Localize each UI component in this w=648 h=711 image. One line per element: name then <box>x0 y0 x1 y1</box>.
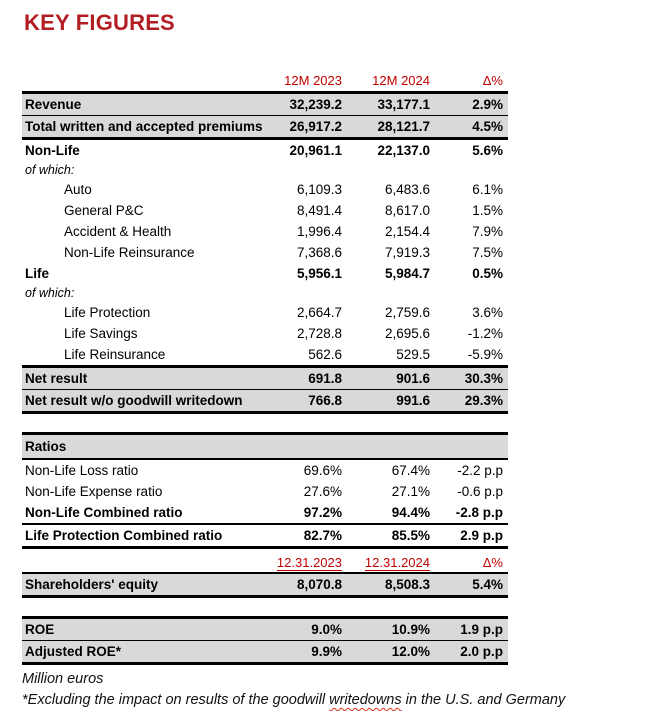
value-2023: 20,961.1 <box>289 143 342 158</box>
value-delta: 2.9% <box>472 97 503 112</box>
row-label: Revenue <box>25 97 82 112</box>
value-2024: 67.4% <box>391 463 430 478</box>
table-row-life-protection-combined-ratio <box>22 525 508 549</box>
row-label: Net result <box>25 371 88 386</box>
value-2024: 2,759.6 <box>384 305 430 320</box>
row-label: of which: <box>25 163 75 177</box>
value-delta: -2.8 p.p <box>455 505 503 520</box>
value-delta: -0.6 p.p <box>457 484 503 499</box>
value-2024: 8,508.3 <box>384 577 430 592</box>
footnote-goodwill <box>22 690 648 711</box>
value-delta: -1.2% <box>467 326 503 341</box>
footnotes <box>22 669 648 711</box>
value-2024: 8,617.0 <box>384 203 430 218</box>
key-figures-table <box>22 69 508 414</box>
value-2024: 2,695.6 <box>384 326 430 341</box>
roe-section <box>22 616 508 665</box>
row-label: Adjusted ROE* <box>25 644 122 659</box>
value-2023: 562.6 <box>308 347 342 362</box>
table-row-roe <box>22 616 508 641</box>
table-row-net-result-wo-writedown <box>22 390 508 414</box>
value-2023: 691.8 <box>308 371 342 386</box>
row-label: Life <box>25 266 50 281</box>
footnote-units: Million euros <box>22 671 104 687</box>
table-row-accident-health <box>22 221 508 242</box>
row-label: Non-Life Combined ratio <box>25 505 183 520</box>
value-2023: 1,996.4 <box>296 224 342 239</box>
table-row-of-which <box>22 284 508 302</box>
section-header-ratios <box>22 432 508 460</box>
table-row-life-reinsurance <box>22 344 508 365</box>
value-2024: 2,154.4 <box>384 224 430 239</box>
value-delta: -5.9% <box>467 347 503 362</box>
value-delta: 7.5% <box>472 245 503 260</box>
row-label: Life Protection Combined ratio <box>25 528 223 543</box>
value-delta: 6.1% <box>472 182 503 197</box>
value-2023: 6,109.3 <box>296 182 342 197</box>
value-delta: 2.9 p.p <box>460 528 503 543</box>
value-2023: 2,728.8 <box>296 326 342 341</box>
value-2023: 69.6% <box>303 463 342 478</box>
row-label: Shareholders' equity <box>25 577 158 592</box>
col-header-12-31-2023: 12.31.2023 <box>276 555 342 570</box>
value-delta: 3.6% <box>472 305 503 320</box>
col-header-12m-2023: 12M 2023 <box>284 72 342 88</box>
table-row-adjusted-roe <box>22 641 508 665</box>
value-delta: -2.2 p.p <box>457 463 503 478</box>
value-2024: 10.9% <box>391 622 430 637</box>
value-2023: 7,368.6 <box>296 245 342 260</box>
table-header-row <box>22 69 508 91</box>
row-label: of which: <box>25 286 75 300</box>
value-2024: 7,919.3 <box>384 245 430 260</box>
row-label: Life Reinsurance <box>64 347 166 362</box>
section-gap <box>22 414 648 432</box>
balance-section <box>22 552 508 598</box>
table-row-expense-ratio <box>22 481 508 502</box>
row-label: General P&C <box>64 203 144 218</box>
value-2024: 6,483.6 <box>384 182 430 197</box>
value-2023: 766.8 <box>308 393 342 408</box>
footnote-text-pre: *Excluding the impact on results of the goodwill <box>22 692 330 708</box>
value-2024: 85.5% <box>391 528 430 543</box>
value-2024: 5,984.7 <box>384 266 430 281</box>
table-row-life-savings <box>22 323 508 344</box>
value-delta: 5.4% <box>472 577 503 592</box>
row-label: Total written and accepted premiums <box>25 119 263 134</box>
value-2023: 9.0% <box>311 622 342 637</box>
value-2023: 8,491.4 <box>296 203 342 218</box>
table-row-non-life <box>22 140 508 161</box>
row-label: Auto <box>64 182 92 197</box>
section-gap <box>22 598 648 616</box>
table-row-loss-ratio <box>22 460 508 481</box>
row-label: Life Protection <box>64 305 151 320</box>
value-2023: 2,664.7 <box>296 305 342 320</box>
value-2023: 26,917.2 <box>289 119 342 134</box>
table-row-non-life-reinsurance <box>22 242 508 263</box>
table-row-net-result <box>22 365 508 390</box>
row-label: Ratios <box>25 439 67 454</box>
value-2023: 9.9% <box>311 644 342 659</box>
row-label: Non-Life Expense ratio <box>25 484 163 499</box>
value-delta: 0.5% <box>472 266 503 281</box>
ratios-section <box>22 432 508 549</box>
col-header-delta: Δ% <box>482 555 503 570</box>
col-header-12-31-2024: 12.31.2024 <box>364 555 430 570</box>
value-delta: 4.5% <box>472 119 503 134</box>
value-delta: 29.3% <box>464 393 503 408</box>
value-delta: 2.0 p.p <box>460 644 503 659</box>
value-2023: 5,956.1 <box>296 266 342 281</box>
page-title: KEY FIGURES <box>24 10 175 35</box>
table-row-premiums <box>22 116 508 140</box>
value-delta: 30.3% <box>464 371 503 386</box>
value-delta: 1.9 p.p <box>460 622 503 637</box>
value-2024: 27.1% <box>391 484 430 499</box>
value-2024: 529.5 <box>396 347 430 362</box>
row-label: Non-Life Loss ratio <box>25 463 139 478</box>
table-row-of-which <box>22 161 508 179</box>
value-delta: 1.5% <box>472 203 503 218</box>
value-2024: 12.0% <box>391 644 430 659</box>
table-row-combined-ratio <box>22 502 508 525</box>
value-delta: 5.6% <box>472 143 503 158</box>
table-row-shareholders-equity <box>22 572 508 598</box>
value-2024: 991.6 <box>396 393 430 408</box>
footnote-text-post: in the U.S. and Germany <box>401 692 566 708</box>
table-header-row-dates <box>22 552 508 572</box>
row-label: ROE <box>25 622 55 637</box>
value-delta: 7.9% <box>472 224 503 239</box>
value-2024: 901.6 <box>396 371 430 386</box>
col-header-delta: Δ% <box>482 72 503 88</box>
value-2023: 82.7% <box>303 528 342 543</box>
value-2024: 94.4% <box>391 505 430 520</box>
value-2024: 33,177.1 <box>377 97 430 112</box>
row-label: Net result w/o goodwill writedown <box>25 393 243 408</box>
table-row-life-protection <box>22 302 508 323</box>
table-row-revenue <box>22 91 508 116</box>
row-label: Non-Life <box>25 143 80 158</box>
value-2023: 97.2% <box>303 505 342 520</box>
row-label: Life Savings <box>64 326 138 341</box>
footnote-text-misspelled-word: writedowns <box>329 692 402 708</box>
value-2024: 28,121.7 <box>377 119 430 134</box>
table-row-auto <box>22 179 508 200</box>
value-2024: 22,137.0 <box>377 143 430 158</box>
value-2023: 32,239.2 <box>289 97 342 112</box>
table-row-general-pc <box>22 200 508 221</box>
row-label: Non-Life Reinsurance <box>64 245 195 260</box>
value-2023: 8,070.8 <box>296 577 342 592</box>
col-header-12m-2024: 12M 2024 <box>372 72 430 88</box>
value-2023: 27.6% <box>303 484 342 499</box>
row-label: Accident & Health <box>64 224 172 239</box>
table-row-life <box>22 263 508 284</box>
